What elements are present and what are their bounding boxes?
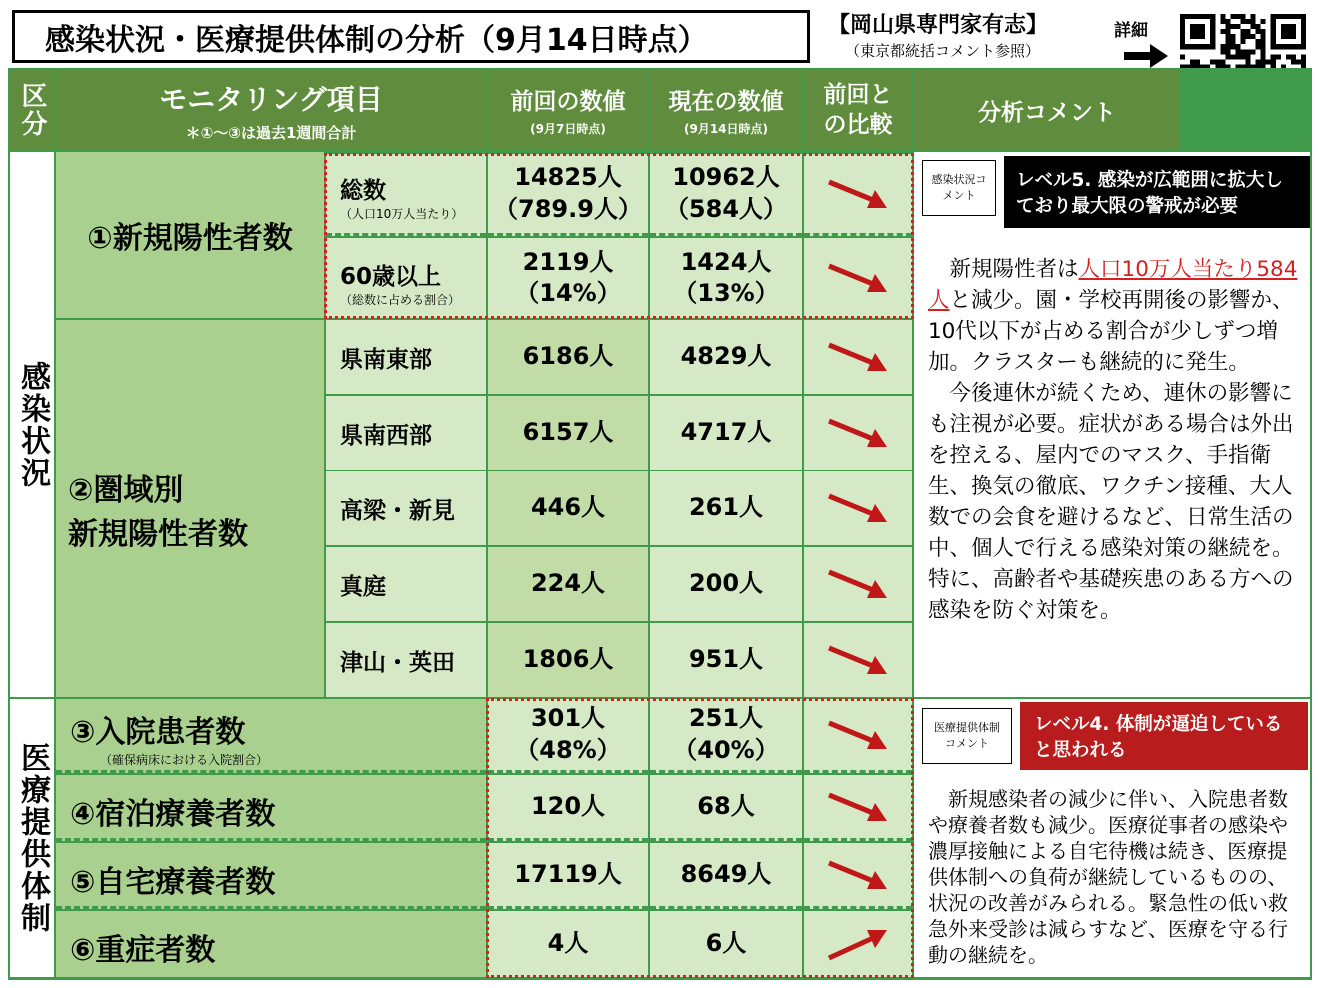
region-trend [804, 471, 912, 545]
lodging-prev: 120人 [488, 775, 648, 841]
region-prev: 6157人 [488, 396, 648, 470]
home-curr: 8649人 [650, 843, 802, 909]
hospital-prev: 301人 （48%） [488, 699, 648, 773]
total-label-cell [326, 154, 486, 236]
hospital-trend [804, 699, 912, 773]
detail-label: 詳細 [1114, 21, 1148, 41]
infection-text-highlight: 人口10万人当たり584人 [928, 257, 1298, 313]
org-subtitle: （東京都統括コメント参照） [845, 42, 1041, 60]
infection-comment-text [918, 254, 1308, 626]
header-compare: 前回との比較 [804, 70, 912, 150]
trend-down-icon [823, 488, 893, 528]
region-curr: 4717人 [650, 396, 802, 470]
region-name: 津山・英田 [326, 623, 486, 697]
region-curr: 951人 [650, 623, 802, 697]
region-label-2: 新規陽性者数 [68, 516, 248, 552]
header-category: 区分 [10, 70, 54, 150]
region-prev: 224人 [488, 547, 648, 621]
over60-note: （総数に占める割合） [340, 293, 461, 307]
region-trend [804, 320, 912, 394]
row-region-label [56, 320, 324, 697]
region-curr: 4829人 [650, 320, 802, 394]
row-new-positive-label: ①新規陽性者数 [56, 152, 324, 318]
trend-up-icon [823, 924, 893, 964]
infection-text-c: 今後連休が続くため、連休の影響にも注視が必要。症状がある場合は外出を控える、屋内でのマスク、手指衛生、換気の徹底、ワクチン接種、大人数での会食を避けるなど、日常生活の中、個人で行える感染対策の継続を。特に、高齢者や基礎疾患のある方への感染を防ぐ対策を。 [928, 381, 1294, 623]
region-name: 県南東部 [326, 320, 486, 394]
section-infection: 感染状況 [10, 152, 54, 697]
section-medical: 医療提供体制 [10, 699, 54, 977]
hospital-label: ③入院患者数 [70, 715, 246, 750]
hospital-note: （確保病床における入院割合） [100, 753, 269, 767]
trend-down-icon [823, 855, 893, 895]
lodging-trend [804, 775, 912, 841]
home-prev: 17119人 [488, 843, 648, 909]
trend-down-icon [823, 174, 893, 214]
trend-down-icon [823, 640, 893, 680]
region-prev: 446人 [488, 471, 648, 545]
page-title [12, 10, 810, 63]
region-trend [804, 396, 912, 470]
header-item-note: ＊①～③は過去1週間合計 [185, 123, 357, 142]
region-trend [804, 623, 912, 697]
trend-down-icon [823, 413, 893, 453]
org-name: 【岡山県専門家有志】 [828, 13, 1049, 38]
total-label: 総数 [340, 178, 386, 204]
lodging-label: ④宿泊療養者数 [56, 775, 486, 841]
infection-text-a: 新規陽性者は [949, 257, 1079, 282]
lodging-curr: 68人 [650, 775, 802, 841]
severe-label: ⑥重症者数 [56, 911, 486, 977]
infection-level-banner: レベル5. 感染が広範囲に拡大しており最大限の警戒が必要 [1004, 156, 1310, 228]
severe-curr: 6人 [650, 911, 802, 977]
trend-down-icon [823, 787, 893, 827]
over60-curr: 1424人 （13%） [650, 238, 802, 318]
total-curr: 10962人 （584人） [650, 154, 802, 236]
region-curr: 261人 [650, 471, 802, 545]
medical-level-banner: レベル4. 体制が逼迫していると思われる [1020, 702, 1308, 770]
home-label: ⑤自宅療養者数 [56, 843, 486, 909]
total-note: （人口10万人当たり） [340, 207, 464, 221]
trend-down-icon [823, 564, 893, 604]
region-prev: 6186人 [488, 320, 648, 394]
header-comment: 分析コメント [914, 70, 1180, 150]
title-text: 感染状況・医療提供体制の分析（9月14日時点） [45, 22, 708, 58]
home-trend [804, 843, 912, 909]
region-name: 県南西部 [326, 396, 486, 470]
over60-trend [804, 238, 912, 318]
medical-tag: 医療提供体制コメント [922, 708, 1012, 764]
severe-trend [804, 911, 912, 977]
hospital-curr: 251人 （40%） [650, 699, 802, 773]
region-name: 真庭 [326, 547, 486, 621]
trend-down-icon [823, 715, 893, 755]
medical-comment-text: 新規感染者の減少に伴い、入院患者数や療養者数も減少。医療従事者の感染や濃厚接触による自宅待機は続き、医療提供体制への負荷が継続しているものの、状況の改善がみられる。緊急性の低い救急外来受診は減らすなど、医療を守る行動の継続を。 [928, 787, 1288, 967]
header-curr: 現在の数値 (9月14日時点) [650, 70, 802, 150]
trend-down-icon [823, 337, 893, 377]
header-item [56, 70, 486, 150]
trend-down-icon [823, 258, 893, 298]
region-trend [804, 547, 912, 621]
infection-tag: 感染状況コメント [922, 160, 996, 216]
region-prev: 1806人 [488, 623, 648, 697]
region-label-1: ②圏域別 [68, 472, 184, 508]
severe-prev: 4人 [488, 911, 648, 977]
region-name: 高梁・新見 [326, 471, 486, 545]
over60-label-cell [326, 238, 486, 318]
region-curr: 200人 [650, 547, 802, 621]
over60-prev: 2119人 （14%） [488, 238, 648, 318]
hospital-label-cell [56, 699, 486, 773]
over60-label: 60歳以上 [340, 264, 442, 290]
total-trend [804, 154, 912, 236]
total-prev: 14825人 （789.9人） [488, 154, 648, 236]
header-item-label: モニタリング項目 [159, 82, 383, 116]
header-prev: 前回の数値 (9月7日時点) [488, 70, 648, 150]
infection-text-b: と減少。園・学校再開後の影響か、10代以下が占める割合が少しずつ増加。クラスターも継続的に発生。 [928, 288, 1294, 375]
